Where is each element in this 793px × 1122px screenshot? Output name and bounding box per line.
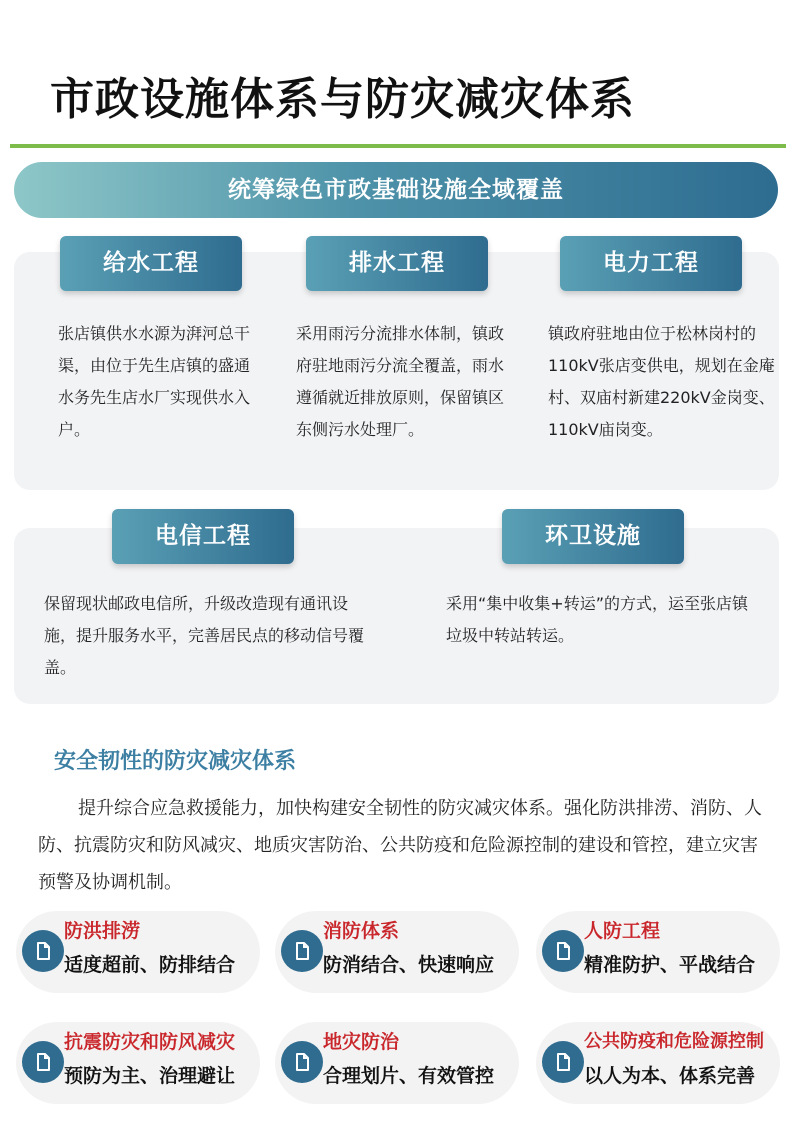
card-desc: 适度超前、防排结合 [64, 954, 236, 976]
water-supply-text: 张店镇供水水源为湃河总干渠，由位于先生店镇的盛通水务先生店水厂实现供水入户。 [58, 324, 251, 439]
section-heading: 安全韧性的防灾减灾体系 [54, 749, 297, 774]
card-epidemic-hazard-control [536, 1022, 780, 1104]
sanitation-text: 采用“集中收集+转运”的方式，运至张店镇垃圾中转站转运。 [446, 594, 748, 645]
card-desc: 合理划片、有效管控 [323, 1065, 495, 1087]
drainage-text: 采用雨污分流排水体制，镇政府驻地雨污分流全覆盖，雨水遵循就近排放原则，保留镇区东侧污水处理厂。 [296, 324, 505, 439]
card-desc: 预防为主、治理避让 [64, 1065, 236, 1087]
section-banner: 统筹绿色市政基础设施全域覆盖 [14, 162, 778, 218]
title-divider [10, 144, 786, 148]
card-title: 公共防疫和危险源控制 [584, 1031, 764, 1052]
power-label: 电力工程 [560, 236, 742, 291]
document-icon [22, 1041, 64, 1083]
card-fire-protection [275, 911, 519, 993]
sanitation-label: 环卫设施 [502, 509, 684, 564]
document-icon [542, 930, 584, 972]
card-title: 消防体系 [323, 920, 400, 942]
card-flood-control [16, 911, 260, 993]
document-icon [542, 1041, 584, 1083]
document-icon [281, 1041, 323, 1083]
power-text: 镇政府驻地由位于松林岗村的110kV张店变供电，规划在金庵村、双庙村新建220kV金岗变、110kV庙岗变。 [548, 324, 775, 439]
drainage-label: 排水工程 [306, 236, 488, 291]
page-title: 市政设施体系与防灾减灾体系 [50, 74, 635, 125]
card-geologic-hazard [275, 1022, 519, 1104]
card-title: 抗震防灾和防风减灾 [64, 1031, 236, 1053]
card-title: 防洪排涝 [64, 920, 141, 942]
card-title: 人防工程 [584, 920, 661, 942]
intro-paragraph: 提升综合应急救援能力，加快构建安全韧性的防灾减灾体系。强化防洪排涝、消防、人防、抗震防灾和防风减灾、地质灾害防治、公共防疫和危险源控制的建设和管控，建立灾害预警及协调机制。 [38, 798, 762, 893]
document-icon [281, 930, 323, 972]
card-civil-defense [536, 911, 780, 993]
water-supply-label: 给水工程 [60, 236, 242, 291]
card-earthquake-wind [16, 1022, 260, 1104]
card-desc: 精准防护、平战结合 [584, 954, 756, 976]
card-desc: 以人为本、体系完善 [584, 1065, 756, 1087]
telecom-text: 保留现状邮政电信所，升级改造现有通讯设施，提升服务水平，完善居民点的移动信号覆盖。 [44, 594, 365, 677]
telecom-label: 电信工程 [112, 509, 294, 564]
card-desc: 防消结合、快速响应 [323, 954, 495, 976]
document-icon [22, 930, 64, 972]
card-title: 地灾防治 [323, 1031, 400, 1053]
